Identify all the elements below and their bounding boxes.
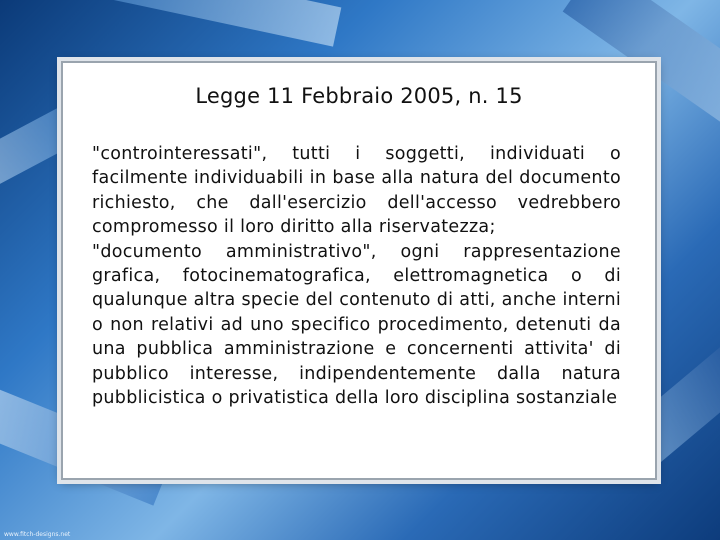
paragraph-documento-amministrativo: "documento amministrativo", ogni rappresentazione grafica, fotocinematografica, elettromagnetica o di qualunque altra specie del contenuto di atti, anche interni o non relativi ad uno specifico procedimento, detenuti da una pubblica amministrazione e concernenti attivita' di pubblico interesse, indipendentemente dalla natura pubblicistica o privatistica della loro disciplina sostanziale [92, 241, 621, 409]
paragraph-controinteressati: "controinteressati", tutti i soggetti, individuati o facilmente individuabili in base alla natura del documento richiesto, che dall'esercizio dell'accesso vedrebbero compromesso il loro diritto alla riservatezza; [92, 144, 621, 238]
slide-title: Legge 11 Febbraio 2005, n. 15 [195, 84, 523, 108]
slide-body-text [92, 142, 621, 410]
footer-credit: www.fitch-designs.net [4, 531, 71, 538]
background-shard [79, 0, 342, 47]
